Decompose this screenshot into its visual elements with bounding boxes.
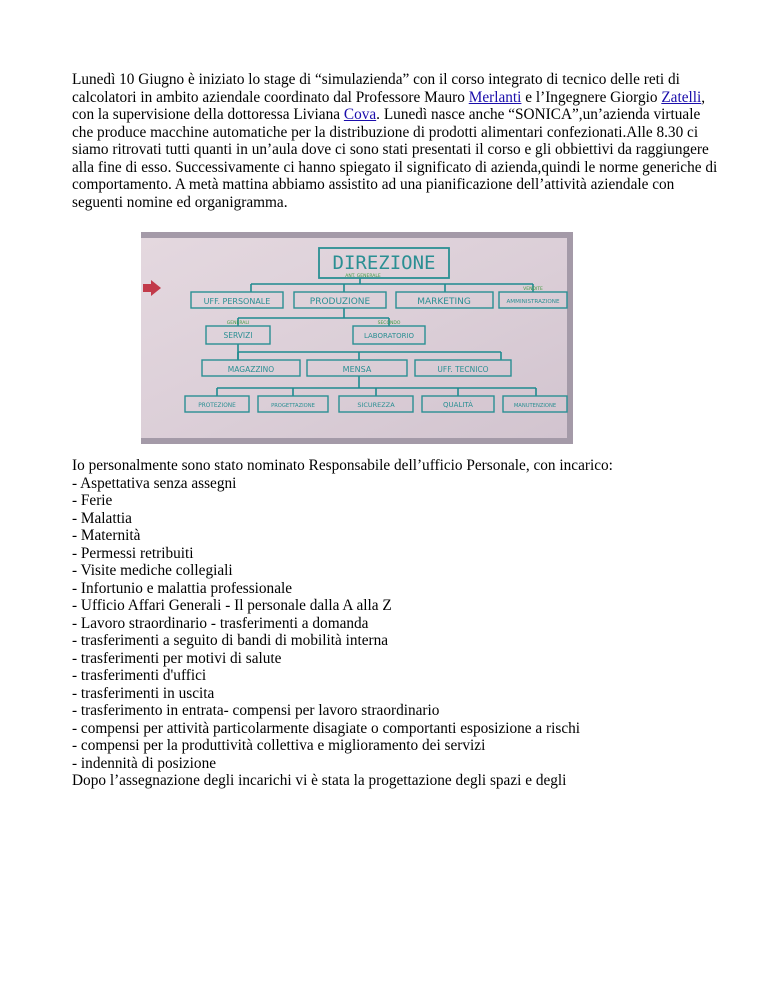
list-item: - compensi per la produttività collettiva e miglioramento dei servizi (72, 737, 486, 754)
svg-text:SERVIZI: SERVIZI (223, 331, 253, 340)
list-item: - Visite mediche collegiali (72, 562, 233, 579)
svg-text:DIREZIONE: DIREZIONE (332, 252, 436, 274)
svg-text:QUALITÀ: QUALITÀ (443, 401, 473, 409)
svg-text:GENERALI: GENERALI (226, 321, 250, 326)
svg-text:PROGETTAZIONE: PROGETTAZIONE (271, 403, 315, 409)
list-item: - Ufficio Affari Generali - Il personale dalla A alla Z (72, 597, 392, 614)
intro-text-3: , con la supervisione della dottoressa Liviana (72, 88, 706, 123)
duties-list (72, 475, 722, 773)
organigram-photo-image (141, 232, 573, 444)
svg-text:MAGAZZINO: MAGAZZINO (227, 365, 275, 374)
svg-text:MANUTENZIONE: MANUTENZIONE (513, 403, 557, 409)
list-item: - Lavoro straordinario - trasferimenti a domanda (72, 614, 369, 632)
list-item: - Aspettativa senza assegni (72, 474, 237, 492)
svg-text:SICUREZZA: SICUREZZA (357, 401, 395, 409)
svg-text:AMMINISTRAZIONE: AMMINISTRAZIONE (506, 299, 560, 305)
list-item: - Infortunio e malattia professionale (72, 579, 293, 597)
list-item: - trasferimenti a seguito di bandi di mobilità interna (72, 632, 389, 649)
list-item: - trasferimenti in uscita (72, 684, 215, 702)
closing-paragraph: Dopo l’assegnazione degli incarichi vi è stata la progettazione degli spazi e degli (72, 772, 567, 789)
responsibility-paragraph: Io personalmente sono stato nominato Responsabile dell’ufficio Personale, con incarico: (72, 457, 613, 474)
list-item: - compensi per attività particolarmente disagiate o comportanti esposizione a rischi (72, 719, 581, 737)
list-item: - Permessi retribuiti (72, 544, 194, 562)
link-merlanti[interactable]: Merlanti (468, 88, 522, 106)
svg-text:UFF. TECNICO: UFF. TECNICO (437, 365, 489, 374)
svg-text:VENDITE: VENDITE (523, 287, 543, 292)
svg-text:ANT. GENERALE: ANT. GENERALE (345, 274, 381, 279)
svg-text:UFF. PERSONALE: UFF. PERSONALE (203, 297, 271, 306)
list-item: - trasferimento in entrata- compensi per lavoro straordinario (72, 702, 440, 719)
svg-text:PRODUZIONE: PRODUZIONE (309, 297, 371, 307)
intro-paragraph (72, 71, 722, 211)
list-item: - indennità di posizione (72, 754, 217, 772)
list-item: - Ferie (72, 492, 113, 509)
intro-text-4: . Lunedì nasce anche “SONICA”,un’azienda virtuale che produce macchine automatiche per la distribuzione di prodotti alimentari confezionati.Alle 8.30 ci siamo ritrovati tutti quanti in un’aula dove ci sono stati presentati il corso e gli obbiettivi da raggiungere alla fine di esso. Successivamente ci hanno spiegato il significato di azienda,quindi le norme generiche di comportamento. A metà mattina abbiamo assistito ad una pianificazione dell’attività aziendale con seguenti nomine ed organigramma. (72, 106, 718, 211)
svg-text:MARKETING: MARKETING (417, 297, 471, 307)
svg-text:LABORATORIO: LABORATORIO (363, 332, 415, 340)
link-cova[interactable]: Cova (343, 106, 377, 123)
link-zatelli[interactable]: Zatelli (661, 88, 702, 106)
organigram-photo (141, 232, 573, 444)
list-item: - trasferimenti d'uffici (72, 667, 207, 684)
list-item: - Malattia (72, 509, 132, 527)
svg-text:MENSA: MENSA (342, 365, 372, 374)
document-body (72, 71, 722, 790)
svg-text:PROTEZIONE: PROTEZIONE (198, 403, 236, 409)
intro-text-1: Lunedì 10 Giugno è iniziato lo stage di “simulazienda” con il corso integrato di tecnico delle reti di calcolatori in ambito aziendale coordinato dal Professore Mauro (72, 71, 680, 106)
list-item: - Maternità (72, 527, 141, 544)
intro-text-2: e l’Ingegnere Giorgio (521, 88, 662, 106)
svg-text:SECONDO: SECONDO (377, 321, 401, 326)
list-item: - trasferimenti per motivi di salute (72, 649, 282, 667)
